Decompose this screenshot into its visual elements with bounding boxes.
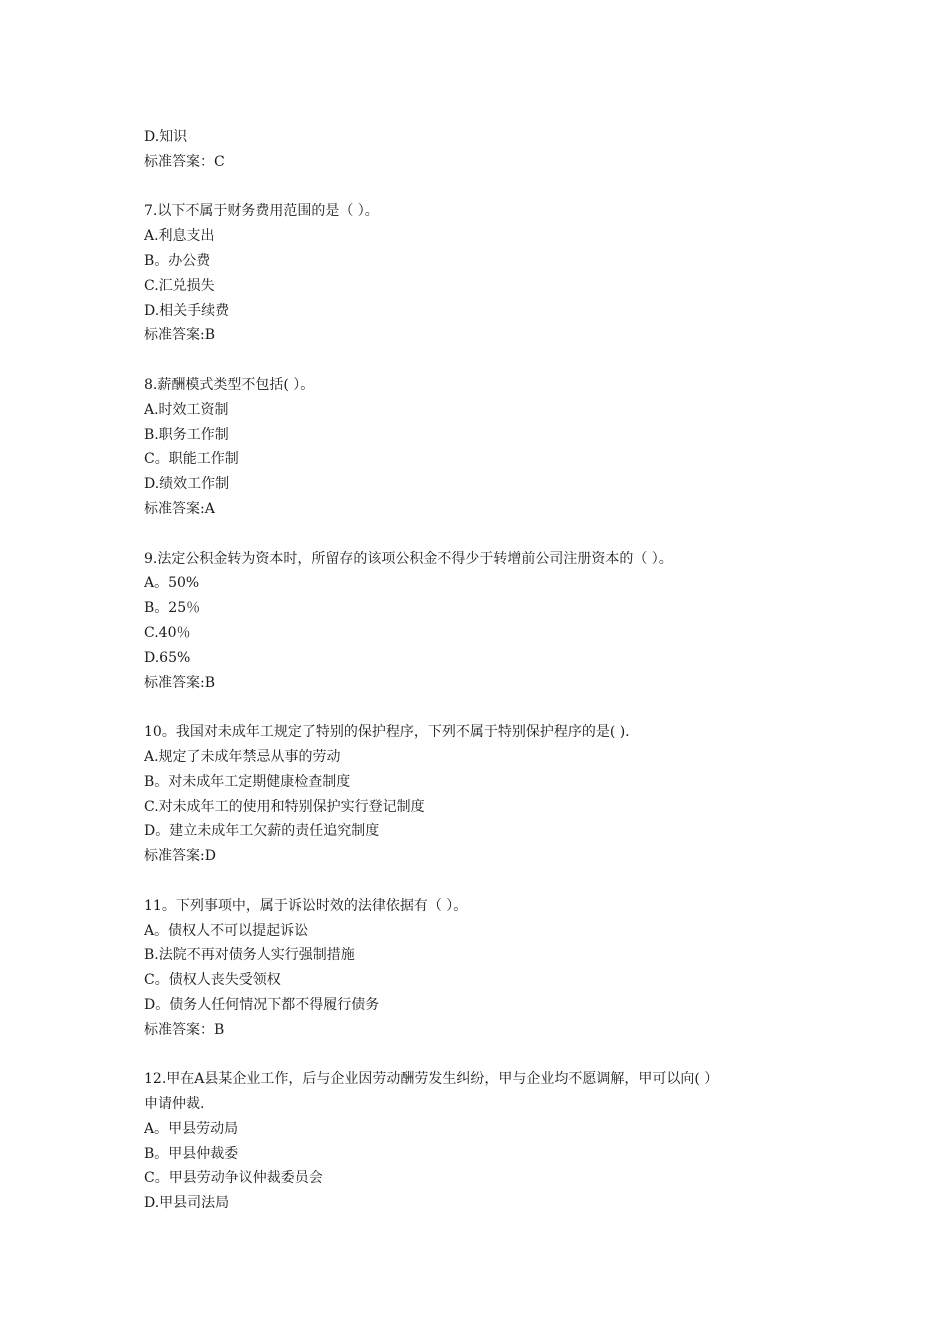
option-d: D。建立未成年工欠薪的责任追究制度 [144, 823, 380, 840]
option-c: C。甲县劳动争议仲裁委员会 [144, 1170, 323, 1187]
answer: 标准答案：C [144, 153, 225, 170]
option-a: A。债权人不可以提起诉讼 [144, 922, 309, 939]
answer: 标准答案:B [144, 674, 216, 691]
option-b: B.职务工作制 [144, 426, 229, 443]
answer: 标准答案:B [144, 327, 216, 344]
option-a: A.规定了未成年禁忌从事的劳动 [144, 748, 341, 765]
option-b: B.法院不再对债务人实行强制措施 [144, 947, 355, 964]
question-stem: 10。我国对未成年工规定了特别的保护程序，下列不属于特别保护程序的是( ). [144, 724, 630, 741]
question-stem: 7.以下不属于财务费用范围的是（ ）。 [144, 203, 379, 220]
option-b: B。25％ [144, 600, 201, 617]
option-d: D.相关手续费 [144, 302, 230, 319]
spacer [144, 695, 824, 720]
option-c: C.汇兑损失 [144, 277, 215, 294]
option-b: B。甲县仲裁委 [144, 1145, 239, 1162]
answer: 标准答案:D [144, 848, 216, 865]
option-c: C.40％ [144, 624, 191, 641]
option-d: D.知识 [144, 129, 188, 145]
question-stem-continued: 申请仲裁. [144, 1096, 205, 1113]
answer: 标准答案:A [144, 500, 215, 517]
document-page [144, 125, 824, 1216]
question-stem: 11。下列事项中，属于诉讼时效的法律依据有（ ）。 [144, 897, 468, 914]
option-c: C。职能工作制 [144, 451, 239, 468]
question-stem: 8.薪酬模式类型不包括( ）。 [144, 376, 315, 393]
option-d: D。债务人任何情况下都不得履行债务 [144, 996, 380, 1013]
spacer [144, 348, 824, 373]
option-b: B。对未成年工定期健康检查制度 [144, 773, 351, 790]
option-d: D.甲县司法局 [144, 1195, 230, 1212]
spacer [144, 175, 824, 200]
spacer [144, 869, 824, 894]
option-a: A.利息支出 [144, 228, 215, 245]
option-d: D.绩效工作制 [144, 476, 230, 493]
option-c: C。债权人丧失受领权 [144, 972, 281, 989]
option-a: A。50% [144, 575, 200, 592]
option-a: A。甲县劳动局 [144, 1120, 239, 1137]
spacer [144, 1042, 824, 1067]
option-c: C.对未成年工的使用和特别保护实行登记制度 [144, 798, 425, 815]
option-a: A.时效工资制 [144, 401, 229, 418]
option-b: B。办公费 [144, 252, 211, 269]
option-d: D.65% [144, 649, 191, 666]
question-stem: 12.甲在A县某企业工作，后与企业因劳动酬劳发生纠纷，甲与企业均不愿调解，甲可以向( ） [144, 1071, 719, 1088]
question-stem: 9.法定公积金转为资本时，所留存的该项公积金不得少于转增前公司注册资本的（ ）。 [144, 550, 673, 567]
spacer [144, 522, 824, 547]
answer: 标准答案：B [144, 1021, 225, 1038]
